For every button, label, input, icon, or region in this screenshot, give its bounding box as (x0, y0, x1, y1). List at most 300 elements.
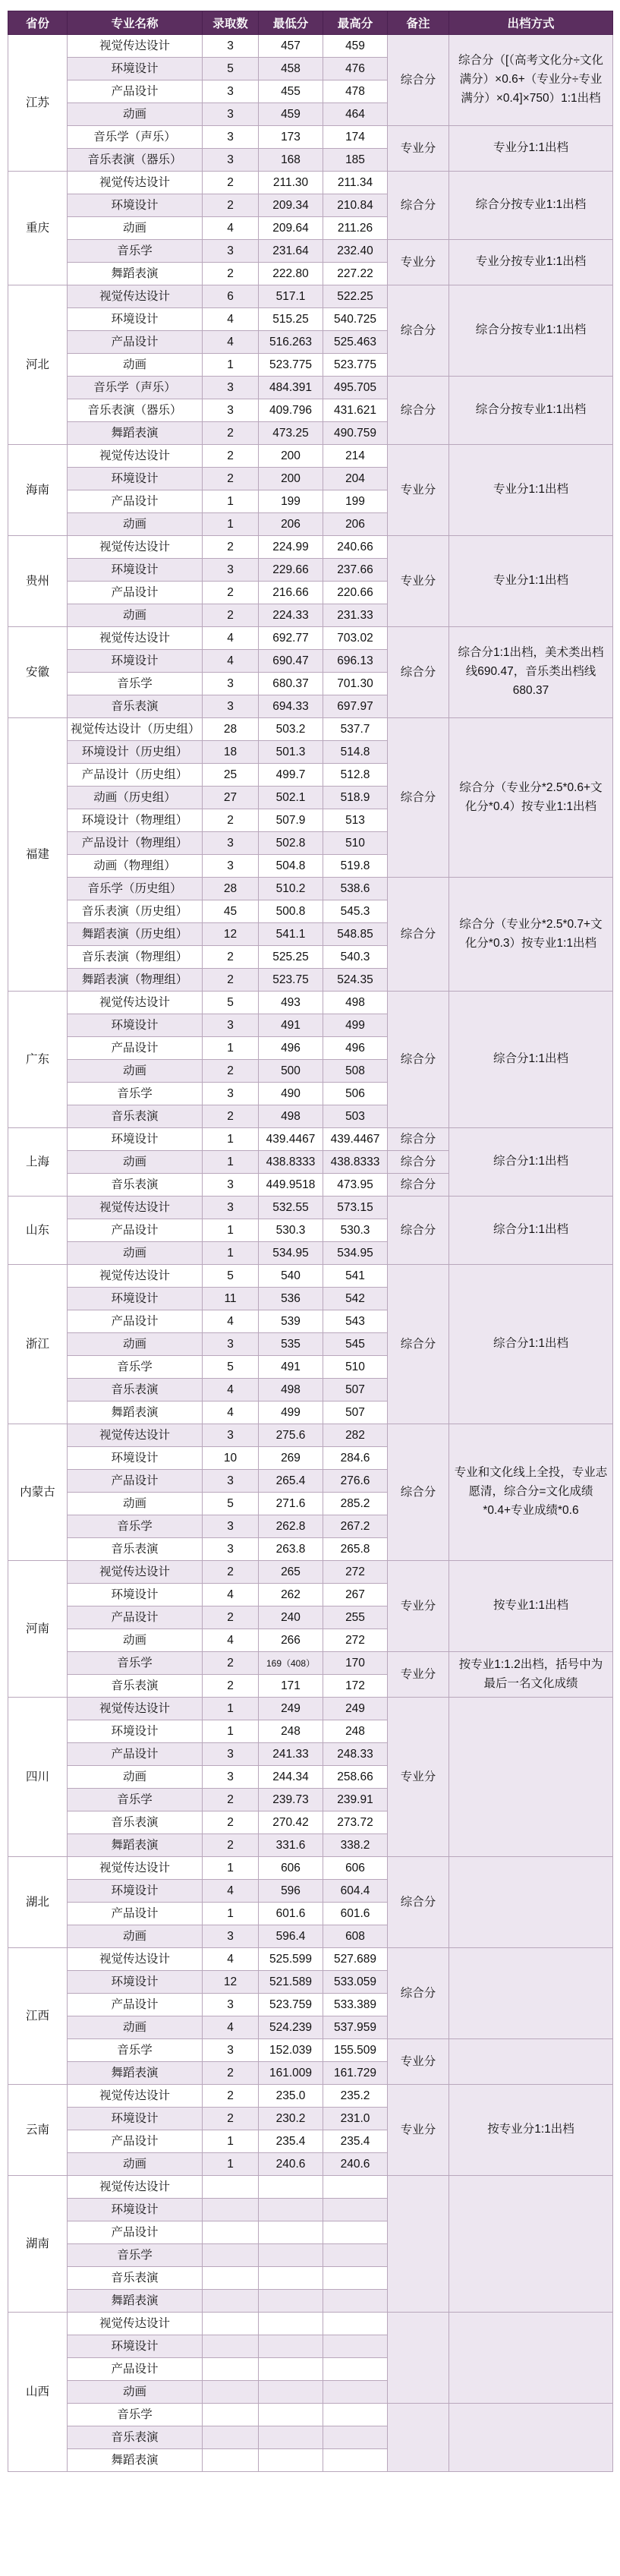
count-cell: 12 (203, 923, 259, 946)
max-score-cell: 231.33 (323, 604, 388, 627)
min-score-cell: 459 (259, 103, 323, 126)
major-cell: 音乐表演 (68, 1379, 203, 1402)
min-score-cell: 491 (259, 1014, 323, 1037)
admission-table-wrapper (8, 11, 612, 2472)
count-cell (203, 2290, 259, 2313)
max-score-cell (323, 2176, 388, 2199)
count-cell: 10 (203, 1447, 259, 1470)
method-cell (449, 2313, 613, 2404)
remark-cell: 综合分 (388, 878, 449, 992)
max-score-cell: 534.95 (323, 1242, 388, 1265)
count-cell: 2 (203, 172, 259, 194)
major-cell: 视觉传达设计 (68, 35, 203, 58)
major-cell: 音乐表演（器乐） (68, 399, 203, 422)
major-cell: 环境设计 (68, 1447, 203, 1470)
min-score-cell: 473.25 (259, 422, 323, 445)
province-cell: 广东 (8, 992, 68, 1128)
method-cell: 综合分按专业1:1出档 (449, 285, 613, 377)
min-score-cell (259, 2267, 323, 2290)
count-cell: 3 (203, 1515, 259, 1538)
max-score-cell: 606 (323, 1857, 388, 1880)
admission-table (8, 11, 613, 2472)
count-cell: 4 (203, 308, 259, 331)
max-score-cell: 533.059 (323, 1971, 388, 1994)
max-score-cell: 240.6 (323, 2153, 388, 2176)
max-score-cell: 507 (323, 1379, 388, 1402)
count-cell: 3 (203, 126, 259, 149)
count-cell: 4 (203, 650, 259, 673)
max-score-cell: 185 (323, 149, 388, 172)
count-cell: 3 (203, 240, 259, 263)
count-cell (203, 2381, 259, 2404)
major-cell: 音乐学 (68, 1083, 203, 1105)
table-row (8, 2039, 613, 2062)
table-row (8, 878, 613, 900)
min-score-cell: 517.1 (259, 285, 323, 308)
min-score-cell (259, 2381, 323, 2404)
min-score-cell: 493 (259, 992, 323, 1014)
max-score-cell: 540.725 (323, 308, 388, 331)
min-score-cell: 200 (259, 468, 323, 490)
min-score-cell: 230.2 (259, 2108, 323, 2130)
min-score-cell: 523.75 (259, 969, 323, 992)
max-score-cell: 172 (323, 1675, 388, 1698)
max-score-cell: 235.4 (323, 2130, 388, 2153)
min-score-cell: 524.239 (259, 2016, 323, 2039)
count-cell: 1 (203, 1242, 259, 1265)
major-cell: 产品设计（物理组） (68, 832, 203, 855)
major-cell: 产品设计 (68, 1037, 203, 1060)
count-cell: 2 (203, 263, 259, 285)
max-score-cell (323, 2335, 388, 2358)
method-cell (449, 2176, 613, 2313)
count-cell: 1 (203, 1037, 259, 1060)
count-cell: 3 (203, 149, 259, 172)
table-row (8, 172, 613, 194)
major-cell: 动画 (68, 1242, 203, 1265)
max-score-cell: 478 (323, 80, 388, 103)
major-cell: 产品设计 (68, 1743, 203, 1766)
major-cell: 舞蹈表演 (68, 1402, 203, 1424)
major-cell: 视觉传达设计 (68, 1857, 203, 1880)
min-score-cell: 263.8 (259, 1538, 323, 1561)
major-cell: 舞蹈表演 (68, 1834, 203, 1857)
min-score-cell (259, 2176, 323, 2199)
max-score-cell: 285.2 (323, 1493, 388, 1515)
count-cell: 3 (203, 1994, 259, 2016)
table-row (8, 536, 613, 559)
method-cell: 专业和文化线上全投，专业志愿清，综合分=文化成绩*0.4+专业成绩*0.6 (449, 1424, 613, 1561)
max-score-cell: 211.34 (323, 172, 388, 194)
remark-cell: 综合分 (388, 1197, 449, 1265)
major-cell: 视觉传达设计 (68, 2313, 203, 2335)
max-score-cell: 538.6 (323, 878, 388, 900)
max-score-cell: 540.3 (323, 946, 388, 969)
major-cell: 视觉传达设计 (68, 1265, 203, 1288)
min-score-cell: 262 (259, 1584, 323, 1606)
min-score-cell: 249 (259, 1698, 323, 1720)
count-cell: 3 (203, 1766, 259, 1789)
min-score-cell: 502.1 (259, 787, 323, 809)
count-cell (203, 2199, 259, 2221)
header-province: 省份 (8, 11, 68, 35)
max-score-cell: 464 (323, 103, 388, 126)
table-row (8, 445, 613, 468)
min-score-cell: 331.6 (259, 1834, 323, 1857)
count-cell: 1 (203, 490, 259, 513)
max-score-cell: 239.91 (323, 1789, 388, 1811)
count-cell: 3 (203, 832, 259, 855)
max-score-cell: 237.66 (323, 559, 388, 582)
min-score-cell: 270.42 (259, 1811, 323, 1834)
min-score-cell: 275.6 (259, 1424, 323, 1447)
count-cell: 1 (203, 1151, 259, 1174)
remark-cell: 综合分 (388, 1857, 449, 1948)
major-cell: 产品设计（历史组） (68, 764, 203, 787)
table-row (8, 627, 613, 650)
major-cell: 环境设计 (68, 1128, 203, 1151)
method-cell: 综合分1:1出档 (449, 992, 613, 1128)
count-cell: 2 (203, 1834, 259, 1857)
major-cell: 动画 (68, 1060, 203, 1083)
max-score-cell (323, 2426, 388, 2449)
table-row (8, 1652, 613, 1675)
major-cell: 音乐学 (68, 2244, 203, 2267)
max-score-cell: 608 (323, 1925, 388, 1948)
method-cell: 按专业分1:1出档 (449, 2085, 613, 2176)
count-cell: 2 (203, 1561, 259, 1584)
major-cell: 环境设计 (68, 1720, 203, 1743)
max-score-cell: 231.0 (323, 2108, 388, 2130)
method-cell: 专业分1:1出档 (449, 536, 613, 627)
max-score-cell: 518.9 (323, 787, 388, 809)
count-cell: 11 (203, 1288, 259, 1310)
max-score-cell: 573.15 (323, 1197, 388, 1219)
min-score-cell: 168 (259, 149, 323, 172)
max-score-cell: 211.26 (323, 217, 388, 240)
major-cell: 音乐学 (68, 240, 203, 263)
min-score-cell: 694.33 (259, 695, 323, 718)
count-cell: 2 (203, 1675, 259, 1698)
max-score-cell: 248.33 (323, 1743, 388, 1766)
count-cell: 3 (203, 1083, 259, 1105)
max-score-cell: 542 (323, 1288, 388, 1310)
max-score-cell: 701.30 (323, 673, 388, 695)
min-score-cell: 504.8 (259, 855, 323, 878)
min-score-cell: 502.8 (259, 832, 323, 855)
min-score-cell: 224.99 (259, 536, 323, 559)
major-cell: 动画 (68, 2016, 203, 2039)
count-cell: 3 (203, 1174, 259, 1197)
min-score-cell: 235.4 (259, 2130, 323, 2153)
major-cell: 环境设计 (68, 468, 203, 490)
count-cell: 1 (203, 1219, 259, 1242)
min-score-cell: 438.8333 (259, 1151, 323, 1174)
major-cell: 产品设计 (68, 1606, 203, 1629)
min-score-cell: 515.25 (259, 308, 323, 331)
max-score-cell: 284.6 (323, 1447, 388, 1470)
count-cell: 3 (203, 399, 259, 422)
max-score-cell: 499 (323, 1014, 388, 1037)
count-cell: 4 (203, 1629, 259, 1652)
count-cell (203, 2244, 259, 2267)
table-row (8, 992, 613, 1014)
remark-cell: 综合分 (388, 718, 449, 878)
min-score-cell: 265 (259, 1561, 323, 1584)
major-cell: 环境设计 (68, 194, 203, 217)
major-cell: 音乐学 (68, 1652, 203, 1675)
count-cell: 4 (203, 1379, 259, 1402)
count-cell: 2 (203, 1811, 259, 1834)
min-score-cell: 503.2 (259, 718, 323, 741)
count-cell (203, 2449, 259, 2472)
count-cell: 4 (203, 1402, 259, 1424)
count-cell: 5 (203, 1265, 259, 1288)
count-cell: 3 (203, 103, 259, 126)
count-cell: 4 (203, 1584, 259, 1606)
min-score-cell: 206 (259, 513, 323, 536)
remark-cell: 综合分 (388, 1128, 449, 1151)
method-cell: 综合分1:1出档，美术类出档线690.47，音乐类出档线680.37 (449, 627, 613, 718)
table-row (8, 1265, 613, 1288)
min-score-cell: 211.30 (259, 172, 323, 194)
max-score-cell: 240.66 (323, 536, 388, 559)
min-score-cell (259, 2335, 323, 2358)
min-score-cell: 516.263 (259, 331, 323, 354)
max-score-cell: 438.8333 (323, 1151, 388, 1174)
major-cell: 动画 (68, 1493, 203, 1515)
table-row (8, 1698, 613, 1720)
max-score-cell: 273.72 (323, 1811, 388, 1834)
major-cell: 环境设计（物理组） (68, 809, 203, 832)
count-cell: 2 (203, 2062, 259, 2085)
count-cell: 2 (203, 536, 259, 559)
max-score-cell: 282 (323, 1424, 388, 1447)
min-score-cell: 500 (259, 1060, 323, 1083)
count-cell: 3 (203, 695, 259, 718)
count-cell: 5 (203, 1356, 259, 1379)
min-score-cell: 200 (259, 445, 323, 468)
min-score-cell (259, 2313, 323, 2335)
count-cell: 1 (203, 1857, 259, 1880)
min-score-cell (259, 2221, 323, 2244)
count-cell: 4 (203, 1880, 259, 1903)
min-score-cell: 532.55 (259, 1197, 323, 1219)
major-cell: 环境设计 (68, 1288, 203, 1310)
major-cell: 视觉传达设计 (68, 445, 203, 468)
major-cell: 产品设计 (68, 80, 203, 103)
major-cell: 环境设计 (68, 2199, 203, 2221)
method-cell (449, 2039, 613, 2085)
max-score-cell: 473.95 (323, 1174, 388, 1197)
min-score-cell: 484.391 (259, 377, 323, 399)
count-cell: 4 (203, 1310, 259, 1333)
max-score-cell: 525.463 (323, 331, 388, 354)
province-cell: 江西 (8, 1948, 68, 2085)
major-cell: 产品设计 (68, 2221, 203, 2244)
province-cell: 云南 (8, 2085, 68, 2176)
count-cell: 3 (203, 1743, 259, 1766)
header-max-score: 最高分 (323, 11, 388, 35)
province-cell: 浙江 (8, 1265, 68, 1424)
max-score-cell: 174 (323, 126, 388, 149)
min-score-cell: 498 (259, 1105, 323, 1128)
count-cell: 45 (203, 900, 259, 923)
major-cell: 音乐学 (68, 2039, 203, 2062)
remark-cell: 综合分 (388, 1174, 449, 1197)
min-score-cell: 271.6 (259, 1493, 323, 1515)
min-score-cell: 525.599 (259, 1948, 323, 1971)
major-cell: 音乐学（声乐） (68, 126, 203, 149)
major-cell: 环境设计 (68, 650, 203, 673)
province-cell: 湖南 (8, 2176, 68, 2313)
max-score-cell: 506 (323, 1083, 388, 1105)
max-score-cell: 537.7 (323, 718, 388, 741)
remark-cell (388, 2313, 449, 2404)
major-cell: 视觉传达设计 (68, 172, 203, 194)
count-cell: 2 (203, 2108, 259, 2130)
min-score-cell: 536 (259, 1288, 323, 1310)
count-cell: 2 (203, 1652, 259, 1675)
count-cell: 4 (203, 331, 259, 354)
count-cell: 28 (203, 718, 259, 741)
count-cell: 18 (203, 741, 259, 764)
method-cell: 按专业1:1.2出档，括号中为最后一名文化成绩 (449, 1652, 613, 1698)
min-score-cell: 240.6 (259, 2153, 323, 2176)
min-score-cell: 540 (259, 1265, 323, 1288)
major-cell: 产品设计 (68, 1470, 203, 1493)
min-score-cell: 161.009 (259, 2062, 323, 2085)
min-score-cell: 173 (259, 126, 323, 149)
method-cell: 综合分（[（高考文化分÷文化满分）×0.6+（专业分÷专业满分）×0.4]×750）1:1出档 (449, 35, 613, 126)
max-score-cell: 476 (323, 58, 388, 80)
max-score-cell: 522.25 (323, 285, 388, 308)
major-cell: 环境设计 (68, 2108, 203, 2130)
count-cell: 3 (203, 377, 259, 399)
major-cell: 环境设计 (68, 2335, 203, 2358)
count-cell: 2 (203, 194, 259, 217)
remark-cell: 专业分 (388, 445, 449, 536)
min-score-cell: 262.8 (259, 1515, 323, 1538)
remark-cell: 专业分 (388, 1652, 449, 1698)
min-score-cell: 507.9 (259, 809, 323, 832)
count-cell: 28 (203, 878, 259, 900)
min-score-cell (259, 2426, 323, 2449)
major-cell: 动画 (68, 1766, 203, 1789)
max-score-cell: 227.22 (323, 263, 388, 285)
count-cell (203, 2176, 259, 2199)
major-cell: 动画 (68, 2153, 203, 2176)
max-score-cell: 507 (323, 1402, 388, 1424)
remark-cell: 综合分 (388, 1151, 449, 1174)
max-score-cell: 214 (323, 445, 388, 468)
table-row (8, 126, 613, 149)
method-cell: 综合分（专业分*2.5*0.6+文化分*0.4）按专业1:1出档 (449, 718, 613, 878)
max-score-cell (323, 2199, 388, 2221)
major-cell: 音乐学 (68, 1515, 203, 1538)
max-score-cell (323, 2404, 388, 2426)
max-score-cell: 170 (323, 1652, 388, 1675)
table-row (8, 718, 613, 741)
major-cell: 环境设计（历史组） (68, 741, 203, 764)
province-cell: 内蒙古 (8, 1424, 68, 1561)
major-cell: 音乐表演（物理组） (68, 946, 203, 969)
province-cell: 四川 (8, 1698, 68, 1857)
max-score-cell: 545 (323, 1333, 388, 1356)
major-cell: 环境设计 (68, 308, 203, 331)
method-cell: 专业分按专业1:1出档 (449, 240, 613, 285)
max-score-cell: 338.2 (323, 1834, 388, 1857)
min-score-cell: 530.3 (259, 1219, 323, 1242)
count-cell: 5 (203, 1493, 259, 1515)
max-score-cell: 248 (323, 1720, 388, 1743)
remark-cell: 综合分 (388, 992, 449, 1128)
min-score-cell: 490 (259, 1083, 323, 1105)
header-method: 出档方式 (449, 11, 613, 35)
min-score-cell (259, 2358, 323, 2381)
min-score-cell: 269 (259, 1447, 323, 1470)
max-score-cell: 267.2 (323, 1515, 388, 1538)
province-cell: 河南 (8, 1561, 68, 1698)
header-major: 专业名称 (68, 11, 203, 35)
max-score-cell (323, 2221, 388, 2244)
count-cell: 3 (203, 1470, 259, 1493)
remark-cell: 综合分 (388, 1424, 449, 1561)
major-cell: 产品设计 (68, 1219, 203, 1242)
min-score-cell: 240 (259, 1606, 323, 1629)
remark-cell: 综合分 (388, 35, 449, 126)
max-score-cell: 232.40 (323, 240, 388, 263)
count-cell: 1 (203, 2153, 259, 2176)
count-cell: 3 (203, 855, 259, 878)
table-row (8, 2176, 613, 2199)
major-cell: 视觉传达设计 (68, 1561, 203, 1584)
max-score-cell (323, 2358, 388, 2381)
count-cell: 1 (203, 513, 259, 536)
method-cell: 综合分1:1出档 (449, 1197, 613, 1265)
min-score-cell: 235.0 (259, 2085, 323, 2108)
min-score-cell: 523.775 (259, 354, 323, 377)
count-cell: 3 (203, 1538, 259, 1561)
major-cell: 音乐表演 (68, 2426, 203, 2449)
remark-cell: 综合分 (388, 285, 449, 377)
table-row (8, 2404, 613, 2426)
min-score-cell: 510.2 (259, 878, 323, 900)
max-score-cell: 601.6 (323, 1903, 388, 1925)
max-score-cell: 249 (323, 1698, 388, 1720)
major-cell: 音乐学 (68, 673, 203, 695)
max-score-cell: 276.6 (323, 1470, 388, 1493)
count-cell (203, 2426, 259, 2449)
min-score-cell (259, 2290, 323, 2313)
count-cell: 3 (203, 559, 259, 582)
count-cell: 2 (203, 1060, 259, 1083)
major-cell: 环境设计 (68, 559, 203, 582)
remark-cell: 综合分 (388, 172, 449, 240)
remark-cell: 专业分 (388, 2039, 449, 2085)
max-score-cell (323, 2313, 388, 2335)
max-score-cell: 545.3 (323, 900, 388, 923)
count-cell: 3 (203, 1925, 259, 1948)
major-cell: 产品设计 (68, 331, 203, 354)
remark-cell: 综合分 (388, 627, 449, 718)
method-cell: 专业分1:1出档 (449, 445, 613, 536)
major-cell: 动画 (68, 1151, 203, 1174)
min-score-cell: 535 (259, 1333, 323, 1356)
major-cell: 动画（物理组） (68, 855, 203, 878)
remark-cell: 专业分 (388, 2085, 449, 2176)
count-cell: 2 (203, 604, 259, 627)
